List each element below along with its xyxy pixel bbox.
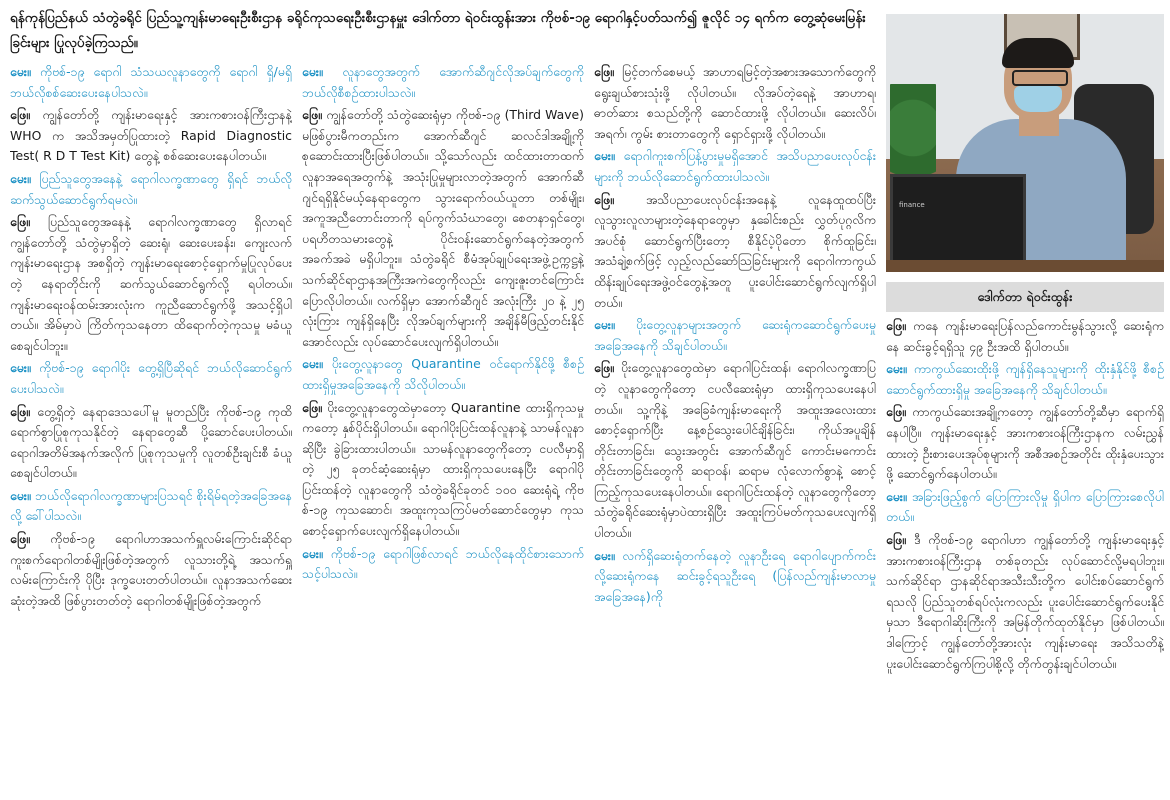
paragraph-text: ဘယ်လိုရောဂါလက္ခဏာများပြသရင် စိုးရိမ်ရတဲ့အခြေအနေလို့ ခေါ်ပါသလဲ။ <box>10 487 292 524</box>
question-label: မေး။ <box>302 64 343 79</box>
portrait-photo <box>886 14 1164 272</box>
column-4 <box>886 316 1164 800</box>
question-paragraph <box>594 146 876 187</box>
question-paragraph <box>10 169 292 210</box>
paragraph-text: ပိုးတွေ့လူနာတွေထဲမှာတော့ Quarantine ထားရှိကုသမှုကတော့ နှစ်ပိုင်းရှိပါတယ်။ ရောဂါပိုးပြင်းထန်လူနာနဲ့ သာမန်လူနာဆိုပြီး ခွဲခြားထားပါတယ်။ သာမန်လူနာတွေကိုတော့ ငပလီမှာရှိတဲ့ ၂၅ ခုတင်ဆံ့ဆေးရုံမှာ ထားရှိကုသပေးနေပြီး ရောဂါပိုပြင်းထန်တဲ့ လူနာတွေကို သံတွဲခရိုင်ခုတင် ၁၀၀ ဆေးရုံရဲ့ ကိုဗစ်-၁၉ ကုသဆောင်၊ အထူးကုသကြပ်မတ်ဆောင်တွေမှာ ကုသစောင့်ရှောက်ပေးလျက်ရှိနေပါတယ်။ <box>302 399 584 539</box>
paragraph-text: ရောဂါကူးစက်ပြန့်ပွားမှုမရှိအောင် အသိပညာပေးလုပ်ငန်းများကို ဘယ်လိုဆောင်ရွက်ထားပါသလဲ။ <box>594 148 876 184</box>
answer-paragraph <box>594 62 876 144</box>
paragraph-text: ပိုးတွေ့လူနာများအတွက် ဆေးရုံကဆောင်ရွက်ပေးမှုအခြေအနေကို သိချင်ပါတယ်။ <box>594 317 876 353</box>
column-3 <box>594 62 876 800</box>
answer-label: ဖြေ။ <box>886 404 913 420</box>
question-label: မေး။ <box>10 487 36 503</box>
answer-label: ဖြေ။ <box>594 64 623 79</box>
paragraph-text: ပိုးတွေ့လူနာတွေ Quarantine ဝင်ရောက်နိုင်ဖို့ စီစဉ်ထားရှိမှုအခြေအနေကို သိလိုပါတယ်။ <box>302 356 584 392</box>
answer-paragraph <box>10 402 292 484</box>
answer-label: ဖြေ။ <box>594 360 622 376</box>
question-label: မေး။ <box>594 317 637 333</box>
question-label: မေး။ <box>10 360 40 376</box>
paragraph-text: ကျွန်တော်တို့ ကျန်းမာရေးနှင့် အားကစားဝန်ကြီးဌာနနဲ့ WHO က အသိအမှတ်ပြုထားတဲ့ Rapid Diagnostic Test( R D T Test Kit) တွေနဲ့ စစ်ဆေးပေးနေပါတယ်။ <box>10 107 292 164</box>
question-label: မေး။ <box>10 170 40 186</box>
question-paragraph <box>10 358 292 399</box>
paragraph-text: ဒီ ကိုဗစ်-၁၉ ရောဂါဟာ ကျွန်တော်တို့ ကျန်းမာရေးနှင့် အားကစားဝန်ကြီးဌာန တစ်ခုတည်း လုပ်ဆောင်လို့မရပါဘူး။ သက်ဆိုင်ရာ ဌာနဆိုင်ရာအသီးသီးတို့က ပေါင်းစပ်ဆောင်ရွက်ရသလို ပြည်သူတစ်ရပ်လုံးကလည်း ပူးပေါင်းဆောင်ရွက်ပေးနိုင်မှသာ ဒီရောဂါဆိုးကြီးကို အမြန်တိုက်ထုတ်နိုင်မှာ ဖြစ်ပါတယ်။ ဒါကြောင့် ကျွန်တော်တို့အားလုံး ကျန်းမာရေး အသိသတိနဲ့ ပူးပေါင်းဆောင်ရွက်ကြပါစို့လို့ တိုက်တွန်းချင်ပါတယ်။ <box>886 531 1164 671</box>
answer-paragraph <box>594 190 876 314</box>
glasses-icon <box>1012 70 1068 86</box>
answer-label: ဖြေ။ <box>10 531 51 547</box>
answer-label: ဖြေ။ <box>302 107 327 123</box>
paragraph-text: ကိုဗစ်-၁၉ ရောဂါဖြစ်လာရင် ဘယ်လိုနေထိုင်စားသောက်သင့်ပါသလဲ။ <box>302 545 584 582</box>
question-label: မေး။ <box>886 361 914 377</box>
paragraph-text: ကနေ ကျန်းမာရေးပြန်လည်ကောင်းမွန်သွားလို့ ဆေးရုံကနေ ဆင်းခွင့်ရရှိသူ ၄၉ ဦးအထိ ရှိပါတယ်။ <box>886 318 1164 354</box>
paragraph-text: အခြားဖြည့်စွက် ပြောကြားလိုမှု ရှိပါက ပြောကြားစေလိုပါတယ်။ <box>886 488 1164 525</box>
paragraph-text: ကိုဗစ်-၁၉ ရောဂါ သံသယလူနာတွေကို ရောဂါ ရှိ/မရှိ ဘယ်လိုစစ်ဆေးပေးနေပါသလဲ။ <box>10 64 292 100</box>
question-label: မေး။ <box>594 547 623 563</box>
answer-paragraph <box>886 402 1164 484</box>
answer-label: ဖြေ။ <box>10 214 48 230</box>
answer-paragraph <box>10 529 292 611</box>
intro-paragraph: ရန်ကုန်ပြည်နယ် သံတွဲခရိုင် ပြည်သူ့ကျန်းမာရေးဦးစီးဌာန ခရိုင်ကုသရေးဦးစီးဌာနမှူး ဒေါက်တာ ရဲဝင်းထွန်းအား ကိုဗစ်-၁၉ ရောဂါနှင့်ပတ်သက်၍ ဇူလိုင် ၁၄ ရက်က တွေ့ဆုံမေးမြန်းခြင်းများ ပြုလုပ်ခဲ့ကြသည်။ <box>10 10 866 51</box>
question-paragraph <box>886 487 1164 528</box>
answer-paragraph <box>886 316 1164 357</box>
paragraph-text: ကိုဗစ်-၁၉ ရောဂါဟာအသက်ရှူလမ်းကြောင်းဆိုင်ရာ ကူးစက်ရောဂါတစ်မျိုးဖြစ်တဲ့အတွက် လူသားတို့ရဲ့ အသက်ရှူလမ်းကြောင်းကို ပိုပြီး ဒုက္ခပေးတတ်ပါတယ်။ လူနာအသက်ဆေးဆုံးတဲ့အထိ ဖြစ်ပွားတတ်တဲ့ ရောဂါတစ်မျိုးဖြစ်တဲ့အတွက် <box>10 531 292 608</box>
paragraph-text: ပိုးတွေ့လူနာတွေထဲမှာ ရောဂါပြင်းထန်၊ ရောဂါလက္ခဏာပြတဲ့ လူနာတွေကိုတော့ ငပလီဆေးရုံမှာ ထားရှိကုသပေးနေပါတယ်။ သူ့ကိုနဲ့ အခြေခံကျန်းမာရေးကို အထူးအလေးထား စောင့်ရှောက်ပြီး နေ့စဉ်သွေးပေါင်ချိန်ခြင်း၊ ကိုယ်အပူချိန်တိုင်းတာခြင်း၊ သွေးအတွင်း အောက်ဆီဂျင် ကောင်းမကောင်း တိုင်းတာခြင်းတွေကို ဆရာဝန်၊ ဆရာမ လုံလောက်စွာနဲ့ စောင့်ကြည့်ကုသပေးနေပါတယ်။ ရောဂါပြင်းထန်တဲ့ လူနာတွေကိုတော့ သံတွဲခရိုင်ဆေးရုံမှာပဲထားရှိပြီး အထူးကြပ်မတ်ကုသပေးလျက်ရှိပါတယ်။ <box>594 360 876 541</box>
laptop-screen-text: finance <box>899 201 925 209</box>
question-paragraph <box>302 354 584 395</box>
answer-label: ဖြေ။ <box>10 107 43 123</box>
answer-label: ဖြေ။ <box>594 191 646 207</box>
answer-label: ဖြေ။ <box>10 403 38 419</box>
paragraph-text: ကျွန်တော်တို့ သံတွဲဆေးရုံမှာ ကိုဗစ်-၁၉ (Third Wave) မဖြစ်ပွားမီကတည်းက အောက်ဆီဂျင် ဆလင်ဒါအချို့ကို စုဆောင်းထားပြီးဖြစ်ပါတယ်။ သို့သော်လည်း ထင်ထားတာထက် လူနာအရေအတွက်နဲ့ အသုံးပြုမှုများလာတဲ့အတွက် အောက်ဆီဂျင်ရရှိနိုင်မယ့်နေရာတွေက သွားရောက်ဝယ်ယူတာ တစ်မျိုး၊ အကူအညီတောင်းတာကို ရပ်ကွက်သံဃာတွေ၊ စေတနာရှင်တွေ၊ ပရဟိတသမားတွေနဲ့ ပိုင်းဝန်းဆောင်ရွက်နေတဲ့အတွက် အခက်အခဲ မရှိပါဘူး။ သံတွဲခရိုင် စီမံအုပ်ချုပ်ရေးအဖွဲ့ဥက္ကဋ္ဌနဲ့ သက်ဆိုင်ရာဌာနအကြီးအကဲတွေကိုလည်း ကျေးဇူးတင်ကြောင်း ပြောလိုပါတယ်။ လက်ရှိမှာ အောက်ဆီဂျင် အလုံးကြီး ၂၀ နဲ့ ၂၅ လုံးကြား ကျန်ရှိနေပြီး လိုအပ်ချက်များကို အချိန်မီဖြည့်တင်းနိုင်အောင်လည်း လုပ်ဆောင်ပေးလျက်ရှိပါတယ်။ <box>302 107 584 349</box>
photo-caption: ဒေါက်တာ ရဲဝင်းထွန်း <box>886 282 1164 312</box>
question-paragraph <box>302 62 584 103</box>
paragraph-text: လက်ရှိဆေးရုံတက်နေတဲ့ လူနာဦးရေ ရောဂါပျောက်ကင်းလို့ဆေးရုံကနေ ဆင်းခွင့်ရသူဦးရေ (ပြန်လည်ကျန်းမာလာမှုအခြေအနေ)ကို <box>594 547 876 604</box>
question-label: မေး။ <box>302 545 331 561</box>
paragraph-text: ကာကွယ်ဆေးအချို့ကတော့ ကျွန်တော်တို့ဆီမှာ ရောက်ရှိနေပါပြီ။ ကျန်းမာရေးနှင့် အားကစားဝန်ကြီးဌာနက လမ်းညွှန်ထားတဲ့ ဦးစားပေးအုပ်စုများကို အစီအစဉ်အတိုင်း ထိုးနှံပေးသွားဖို့ ဆောင်ရွက်နေပါတယ်။ <box>886 404 1164 482</box>
question-paragraph <box>594 315 876 356</box>
paragraph-text: ပြည်သူတွေအနေနဲ့ ရောဂါလက္ခဏာတွေ ရှိရင် ဘယ်လိုဆက်သွယ်ဆောင်ရွက်ရမလဲ။ <box>10 170 292 207</box>
paragraph-text: ပြည်သူတွေအနေနဲ့ ရောဂါလက္ခဏာတွေ ရှိလာရင် ကျွန်တော်တို့ သံတွဲမှာရှိတဲ့ ဆေးရုံ၊ ဆေးပေးခန်း၊ ကျေးလက်ကျန်းမာရေးဌာန အစရှိတဲ့ ကျန်းမာရေးစောင့်ရှောက်မှုပြုလုပ်ပေးတဲ့ နေရာတိုင်းကို ဆက်သွယ်ဆောင်ရွက်လို့ ရပါတယ်။ ကျန်းမာရေးဝန်ထမ်းအားလုံးက ကူညီဆောင်ရွက်ဖို့ အသင့်ရှိပါတယ်။ အိမ်မှာပဲ ကြိတ်ကုသနေတာ ထိရောက်တဲ့ကုသမှု မခံယူစေချင်ပါဘူး။ <box>10 214 292 353</box>
column-1 <box>10 62 292 800</box>
answer-label: ဖြေ။ <box>886 318 914 333</box>
laptop-icon <box>890 174 1026 272</box>
question-paragraph <box>10 62 292 103</box>
question-paragraph <box>302 544 584 585</box>
paragraph-text: လူနာတွေအတွက် အောက်ဆီဂျင်လိုအပ်ချက်တွေကို ဘယ်လိုစီစဉ်ထားပါသလဲ။ <box>302 64 584 100</box>
column-2 <box>302 62 584 800</box>
question-label: မေး။ <box>886 488 912 504</box>
desk <box>886 260 1164 272</box>
answer-paragraph <box>302 105 584 352</box>
paragraph-text: မြင့်တက်စေမယ့် အာဟာရမြင့်တဲ့အစားအသောက်တွေကို ရွေးချယ်စားသုံးဖို့ လိုပါတယ်။ လိုအပ်တဲ့ရေနဲ့ အာဟာရ၊ ဓာတ်ဆား စသည်တို့ကို ဆောင်ထားဖို့ လိုပါတယ်။ ဆေးလိပ်၊ အရက်၊ ကွမ်း စားတာတွေကို ရှောင်ရှားဖို့ လိုပါတယ်။ <box>594 64 876 141</box>
paragraph-text: တွေ့ရှိတဲ့ နေရာဒေသပေါ်မူ မူတည်ပြီး ကိုဗစ်-၁၉ ကုထိရောက်စွာပြုစုကုသနိုင်တဲ့ နေရာတွေဆီ ပို့ဆောင်ပေးပါတယ်။ ရောဂါအတိမ်အနက်အလိုက် ပြုစုကုသမှုကို လူတစ်ဦးချင်းစီ ခံယူစေချင်ပါတယ်။ <box>10 403 292 481</box>
answer-paragraph <box>10 105 292 167</box>
answer-paragraph <box>10 212 292 356</box>
question-paragraph <box>886 359 1164 400</box>
answer-label: ဖြေ။ <box>886 531 915 547</box>
question-label: မေး။ <box>302 356 332 372</box>
answer-paragraph <box>302 398 584 542</box>
paragraph-text: အသိပညာပေးလုပ်ငန်းအနေနဲ့ လူနေထူထပ်ပြီး လူသွားလူလာများတဲ့နေရာတွေမှာ နှခေါင်းစည်း လွှတ်ပုဂ္ဂလိက အပင်စုံ ဆောင်ရွက်ပြီးတော့ စီနိုင်ပဲ့ပိုတော စိုက်ထူခြင်း၊ အသံချဲ့စက်ဖြင့် လှည့်လည်ဆော်ဩခြင်းများကို ရောဂါကာကွယ် ထိန်းချုပ်ရေးအဖွဲ့ဝင်တွေနဲ့အတူ ပူးပေါင်းဆောင်ရွက်လျက်ရှိပါတယ်။ <box>594 191 876 310</box>
paragraph-text: ကာကွယ်ဆေးထိုးဖို့ ကျန်ရှိနေသူများကို ထိုးနှံနိုင်ဖို့ စီစဉ်ဆောင်ရွက်ထားရှိမှု အခြေအနေကို သိချင်ပါတယ်။ <box>886 361 1164 397</box>
answer-label: ဖြေ။ <box>302 399 328 415</box>
question-paragraph <box>10 486 292 527</box>
question-label: မေး။ <box>10 64 40 79</box>
question-paragraph <box>594 546 876 608</box>
answer-paragraph <box>594 358 876 543</box>
answer-paragraph <box>886 530 1164 674</box>
paragraph-text: ကိုဗစ်-၁၉ ရောဂါပိုး တွေ့ရှိပြီဆိုရင် ဘယ်လိုဆောင်ရွက်ပေးပါသလဲ။ <box>10 360 292 396</box>
face-mask-icon <box>1014 86 1062 112</box>
question-label: မေး။ <box>594 148 624 164</box>
